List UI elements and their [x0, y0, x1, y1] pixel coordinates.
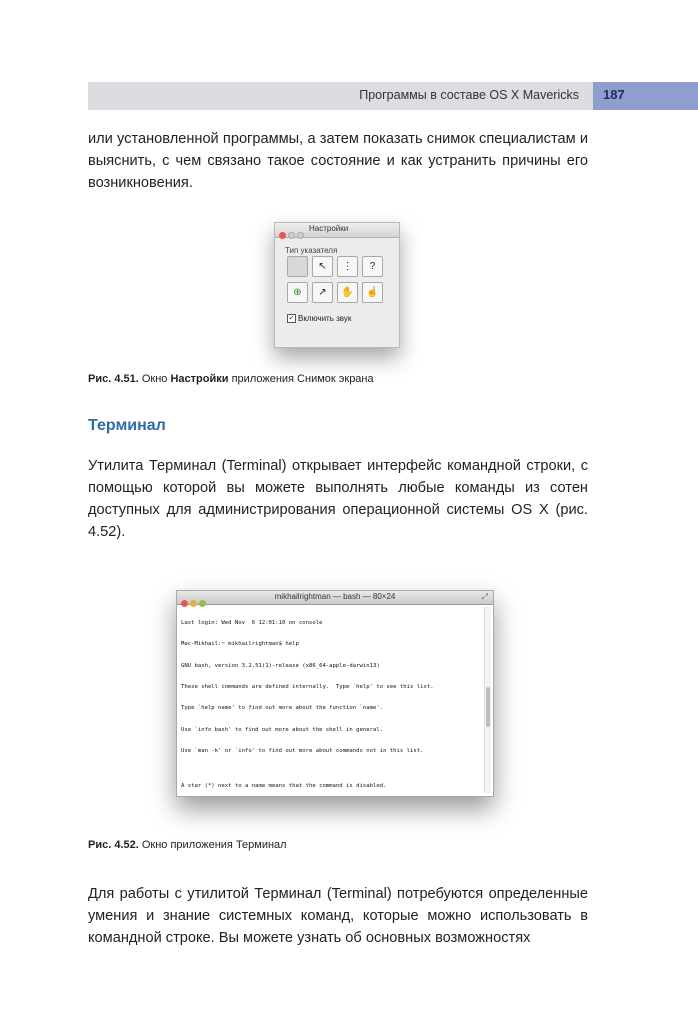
- caption-2-number: Рис. 4.52.: [88, 839, 139, 851]
- figure-caption-2: [88, 839, 287, 851]
- terminal-line: Last login: Wed Nov 6 12:01:10 on console: [181, 620, 323, 627]
- terminal-line: Type `help name' to find out more about the function `name'.: [181, 705, 384, 712]
- terminal-line: GNU bash, version 3.2.51(1)-release (x86_64-apple-darwin13): [181, 662, 380, 669]
- terminal-line: Mac-Mikhail:~ mikhailrightman$ help: [181, 641, 299, 648]
- settings-titlebar: [275, 223, 399, 238]
- settings-window-figure: [274, 222, 400, 348]
- caption-2-rest: Окно приложения Терминал: [141, 839, 287, 851]
- terminal-scrollbar: [484, 607, 491, 793]
- zoom-dot-icon: [297, 232, 304, 239]
- sound-checkbox-label: Включить звук: [298, 314, 352, 323]
- terminal-window-figure: [176, 590, 494, 797]
- checkmark-icon: ✓: [288, 315, 295, 323]
- caption-1-bold: Настройки: [170, 373, 229, 385]
- page-number-box: [593, 82, 698, 110]
- pointer-ibeam-icon: ⋮: [337, 256, 358, 277]
- paragraph-2: Утилита Терминал (Terminal) открывает интерфейс командной строки, с помощью которой вы можете выполнять любые команды из сотен доступных для администрирования операционной системы OS X (рис. 4.52).: [88, 458, 588, 540]
- pointer-finger-icon: ☝: [362, 282, 383, 303]
- figure-caption-1: [88, 373, 374, 385]
- minimize-dot-icon: [288, 232, 295, 239]
- pointer-type-label: Тип указателя: [285, 246, 338, 255]
- settings-window-title: Настройки: [309, 224, 349, 233]
- pointer-alias-icon: ↗: [312, 282, 333, 303]
- pointer-arrow-icon: ↖: [312, 256, 333, 277]
- caption-1-number: Рис. 4.51.: [88, 373, 139, 385]
- sound-checkbox: [287, 314, 351, 323]
- pointer-help-icon: ?: [362, 256, 383, 277]
- terminal-line: These shell commands are defined internally. Type `help' to see this list.: [181, 684, 434, 691]
- terminal-line: Use `man -k' or `info' to find out more about commands not in this list.: [181, 747, 424, 754]
- terminal-line: A star (*) next to a name means that the command is disabled.: [181, 783, 387, 790]
- terminal-titlebar: [177, 591, 493, 605]
- close-dot-icon: [279, 232, 286, 239]
- caption-1-word: Окно: [141, 373, 168, 385]
- paragraph-3: Для работы с утилитой Терминал (Terminal) потребуются определенные умения и знание системных команд, которые можно использовать в командной строке. Вы можете узнать об основных возможностях: [88, 886, 588, 946]
- page-number: 187: [603, 87, 625, 102]
- terminal-line: Use `info bash' to find out more about the shell in general.: [181, 726, 384, 733]
- header-title: Программы в составе OS X Mavericks: [359, 88, 579, 102]
- resize-icon: ⤢: [481, 592, 488, 601]
- section-title: Терминал: [88, 417, 166, 434]
- pointer-copy-icon: ⊕: [287, 282, 308, 303]
- pointer-none-cell: [287, 256, 308, 277]
- pointer-hand-icon: ✋: [337, 282, 358, 303]
- running-header: [88, 82, 593, 110]
- scrollbar-thumb: [486, 687, 490, 727]
- terminal-window-title: mikhailrightman — bash — 80×24: [274, 592, 396, 601]
- paragraph-1: или установленной программы, а затем показать снимок специалистам и выяснить, с чем связано такое состояние и как устранить причины его возникновения.: [88, 131, 588, 191]
- terminal-output: [181, 606, 481, 794]
- caption-1-rest: приложения Снимок экрана: [231, 373, 374, 385]
